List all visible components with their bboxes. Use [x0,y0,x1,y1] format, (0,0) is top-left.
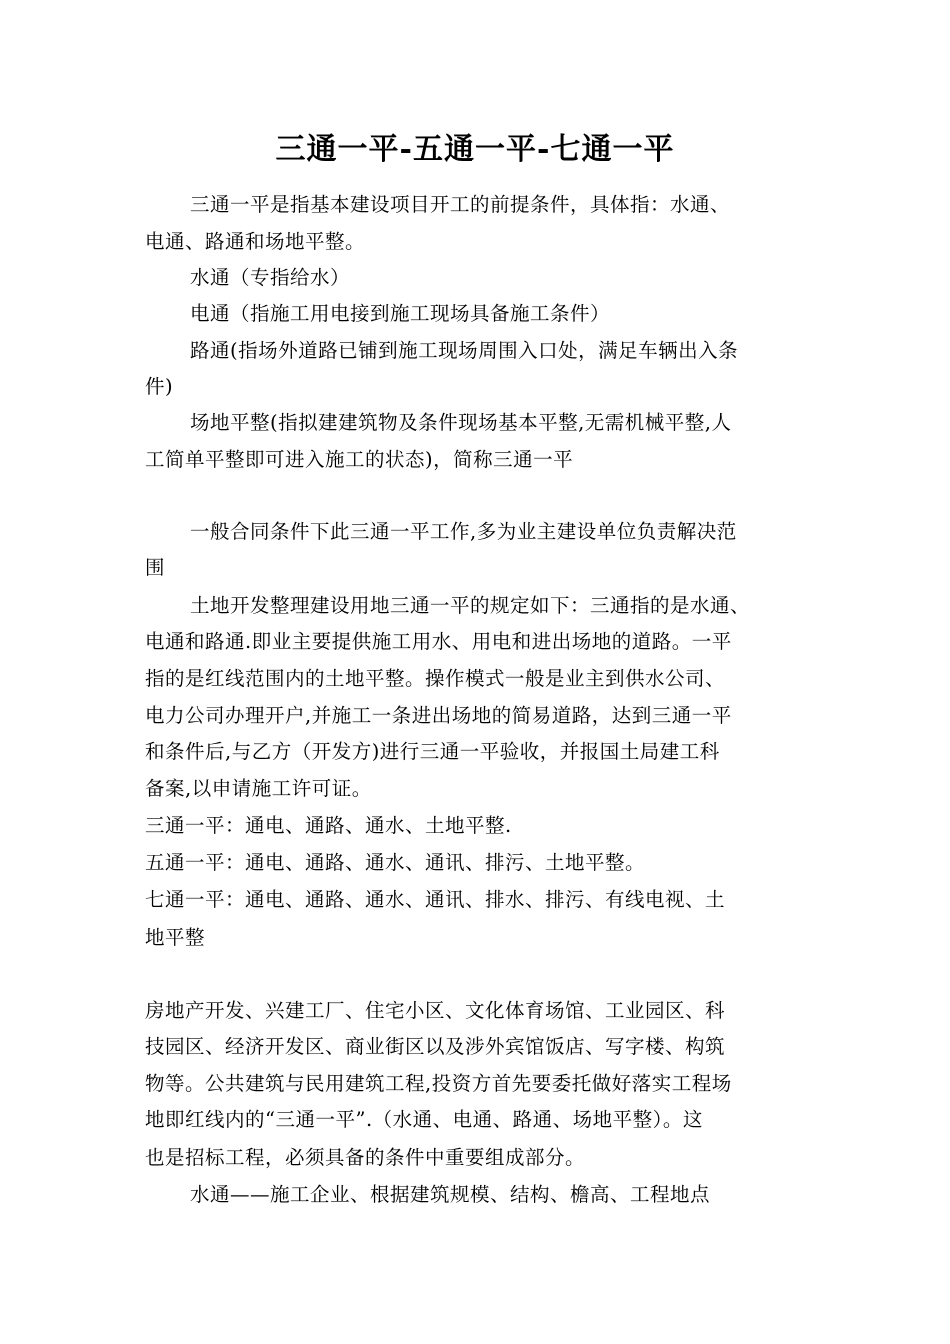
text-line: 水通——施工企业、根据建筑规模、结构、檐高、工程地点 [190,1183,711,1206]
text-line: 地即红线内的“三通一平”.（水通、电通、路通、场地平整）。这 [145,1108,703,1131]
text-line: 电通和路通.即业主要提供施工用水、用电和进出场地的道路。一平 [145,630,732,653]
page-title: 三通一平-五通一平-七通一平 [275,132,675,167]
text-line: 件) [145,375,174,398]
text-line: 一般合同条件下此三通一平工作,多为业主建设单位负责解决范 [190,520,737,543]
text-line: 也是招标工程，必须具备的条件中重要组成部分。 [145,1146,586,1169]
text-line: 水通（专指给水） [190,266,351,289]
text-line: 电通（指施工用电接到施工现场具备施工条件） [190,302,611,325]
text-line: 电力公司办理开户,并施工一条进出场地的简易道路，达到三通一平 [145,704,732,727]
text-line: 技园区、经济开发区、商业街区以及涉外宾馆饭店、写字楼、构筑 [145,1035,726,1058]
text-line: 三通一平是指基本建设项目开工的前提条件，具体指：水通、 [190,193,731,216]
text-line: 电通、路通和场地平整。 [145,230,366,253]
text-line: 场地平整(指拟建建筑物及条件现场基本平整,无需机械平整,人 [190,411,732,434]
text-line: 房地产开发、兴建工厂、住宅小区、文化体育场馆、工业园区、科 [145,999,726,1022]
text-line: 物等。公共建筑与民用建筑工程,投资方首先要委托做好落实工程场 [145,1072,732,1095]
text-line: 工简单平整即可进入施工的状态)，简称三通一平 [145,448,574,471]
text-line: 三通一平：通电、通路、通水、土地平整. [145,814,512,837]
text-line: 和条件后,与乙方（开发方)进行三通一平验收，并报国土局建工科 [145,740,720,763]
text-line: 备案,以申请施工许可证。 [145,777,372,800]
text-line: 五通一平：通电、通路、通水、通讯、排污、土地平整。 [145,851,646,874]
text-line: 围 [145,556,166,579]
text-line: 七通一平：通电、通路、通水、通讯、排水、排污、有线电视、土 [145,888,726,911]
text-line: 路通(指场外道路已铺到施工现场周围入口处，满足车辆出入条 [190,339,739,362]
text-line: 地平整 [145,926,206,949]
text-line: 指的是红线范围内的土地平整。操作模式一般是业主到供水公司、 [145,667,726,690]
text-line: 土地开发整理建设用地三通一平的规定如下：三通指的是水通、 [190,594,751,617]
